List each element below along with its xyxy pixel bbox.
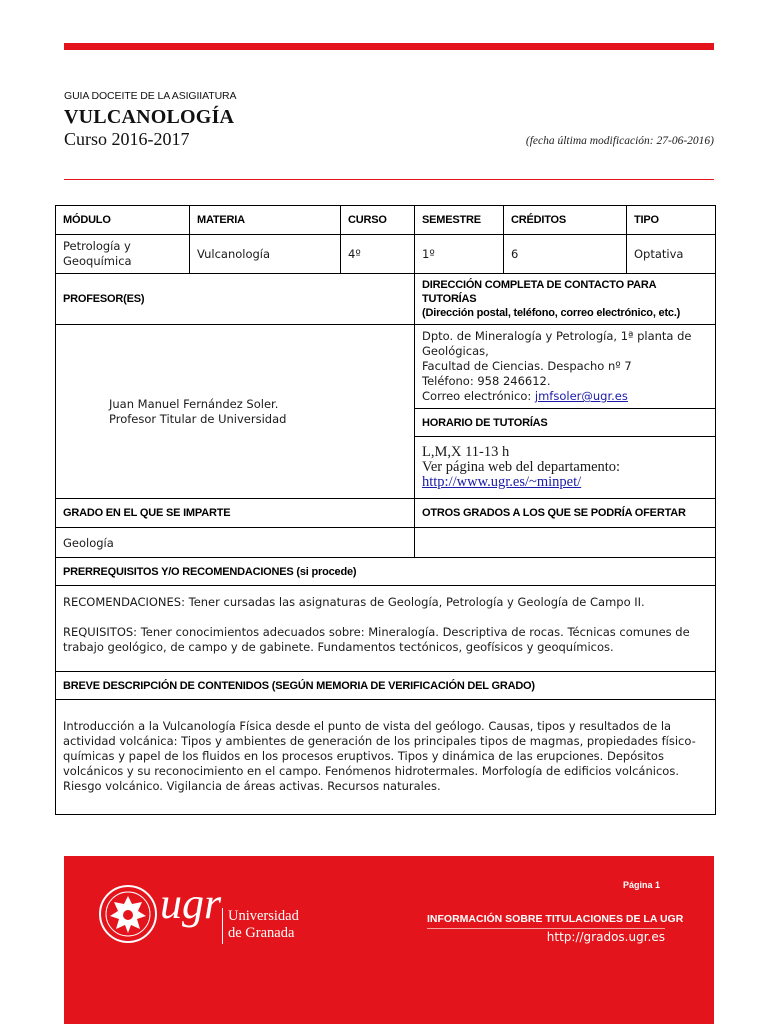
- titulaciones-info: INFORMACIÓN SOBRE TITULACIONES DE LA UGR: [427, 913, 684, 925]
- prerrequisitos-header: PRERREQUISITOS Y/O RECOMENDACIONES (si procede): [56, 558, 716, 586]
- logo-divider: [222, 908, 223, 944]
- col-header-materia: MATERIA: [190, 206, 341, 235]
- guide-label: GUIA DOCEITE DE LA ASIGIIATURA: [64, 90, 237, 102]
- breve-descripcion-text: Introducción a la Vulcanología Física desde el punto de vista del geólogo. Causas, tipos y resultados de la actividad volcánica: Tipos y ambientes de generación de los principales tipos de magmas, propiedades físico-químicas y papel de los fluidos en los procesos eruptivos. Tipos y dinámica de las erupciones. Depósitos volcánicos y su reconocimiento en el campo. Fenómenos hidrotermales. Morfología de edificios volcánicos. Riesgo volcánico. Vigilancia de áreas activas. Recursos naturales.: [56, 700, 716, 815]
- grado-header: GRADO EN EL QUE SE IMPARTE: [56, 499, 415, 528]
- page-number: Página 1: [623, 880, 661, 890]
- requisitos-text: REQUISITOS: Tener conocimientos adecuados sobre: Mineralogía. Descriptiva de rocas. Técnicas comunes de trabajo geológico, de campo y de gabinete. Fundamentos tectónicos, geofísicos y geoquímicos.: [63, 625, 690, 654]
- horario-cell: [415, 437, 716, 499]
- cell-tipo: Optativa: [627, 235, 716, 274]
- cell-semestre: 1º: [415, 235, 504, 274]
- footer-banner: [64, 856, 714, 1024]
- grados-url-link[interactable]: http://grados.ugr.es: [546, 930, 665, 944]
- ugr-seal-icon: [98, 884, 158, 944]
- cell-materia: Vulcanología: [190, 235, 341, 274]
- col-header-semestre: SEMESTRE: [415, 206, 504, 235]
- horario-hours: L,M,X 11-13 h: [422, 444, 510, 460]
- direccion-header-title: DIRECCIÓN COMPLETA DE CONTACTO PARA TUTORÍAS: [422, 279, 656, 305]
- col-header-modulo: MÓDULO: [56, 206, 190, 235]
- prerrequisitos-cell: [56, 586, 716, 672]
- cell-curso: 4º: [341, 235, 415, 274]
- recomendaciones-text: RECOMENDACIONES: Tener cursadas las asignaturas de Geología, Petrología y Geología de Campo II.: [63, 595, 645, 609]
- academic-year: Curso 2016-2017: [64, 129, 190, 149]
- course-info-table: [55, 205, 716, 815]
- cell-creditos: 6: [504, 235, 627, 274]
- direccion-line1: Dpto. de Mineralogía y Petrología, 1ª planta de Geológicas,: [422, 329, 692, 358]
- col-header-curso: CURSO: [341, 206, 415, 235]
- top-red-bar: [64, 43, 714, 50]
- direccion-cell: [415, 325, 716, 409]
- header-divider: [64, 179, 714, 180]
- last-modified-date: (fecha última modificación: 27-06-2016): [525, 135, 714, 147]
- profesor-title: Profesor Titular de Universidad: [109, 411, 287, 426]
- col-header-creditos: CRÉDITOS: [504, 206, 627, 235]
- breve-descripcion-header: BREVE DESCRIPCIÓN DE CONTENIDOS (SEGÚN MEMORIA DE VERIFICACIÓN DEL GRADO): [56, 672, 716, 700]
- otros-grados-value: [415, 528, 716, 558]
- direccion-header: [415, 274, 716, 325]
- department-web-link[interactable]: http://www.ugr.es/~minpet/: [422, 474, 582, 490]
- info-underline: [427, 928, 665, 929]
- direccion-line3: Teléfono: 958 246612.: [422, 374, 551, 388]
- horario-header: HORARIO DE TUTORÍAS: [415, 409, 716, 437]
- university-name-line1: Universidad: [228, 908, 299, 924]
- university-name: [228, 908, 299, 942]
- col-header-tipo: TIPO: [627, 206, 716, 235]
- direccion-header-subtitle: (Dirección postal, teléfono, correo electrónico, etc.): [422, 307, 681, 319]
- email-label: Correo electrónico:: [422, 389, 535, 403]
- course-title: VULCANOLOGÍA: [64, 106, 235, 128]
- ugr-logo-text: ugr: [160, 879, 222, 928]
- profesor-name: Juan Manuel Fernández Soler.: [109, 396, 279, 411]
- cell-modulo: Petrología y Geoquímica: [56, 235, 190, 274]
- otros-grados-header: OTROS GRADOS A LOS QUE SE PODRÍA OFERTAR: [415, 499, 716, 528]
- horario-note: Ver página web del departamento:: [422, 459, 621, 475]
- grado-value: Geología: [56, 528, 415, 558]
- profesor-cell: [56, 325, 415, 499]
- university-name-line2: de Granada: [228, 925, 295, 941]
- email-link[interactable]: jmfsoler@ugr.es: [534, 389, 628, 403]
- direccion-line2: Facultad de Ciencias. Despacho nº 7: [422, 359, 632, 373]
- profesor-header: PROFESOR(ES): [56, 274, 415, 325]
